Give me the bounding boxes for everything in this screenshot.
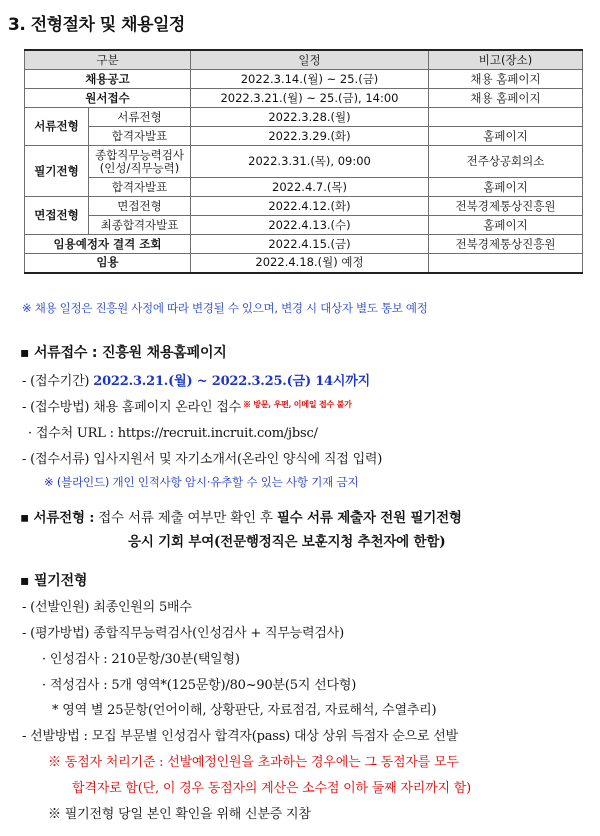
table-row	[25, 146, 583, 178]
header-schedule: 일정	[191, 50, 429, 70]
row-note: 홈페이지	[429, 178, 583, 197]
row-date: 2022.4.18.(월) 예정	[191, 254, 429, 273]
row-category: 원서접수	[25, 89, 191, 108]
row-group: 필기전형	[25, 146, 89, 197]
section-application-heading: ▪ 서류접수 : 진흥원 채용홈페이지	[20, 345, 227, 361]
table-header-row	[25, 50, 583, 70]
row-date: 2022.4.7.(목)	[191, 178, 429, 197]
row-date: 2022.3.14.(월) ~ 25.(금)	[191, 70, 429, 89]
header-category: 구분	[25, 50, 191, 70]
row-date: 2022.3.31.(목), 09:00	[191, 146, 429, 178]
row-note: 전북경제통상진흥원	[429, 197, 583, 216]
row-sub: 서류전형	[89, 108, 191, 127]
row-sub: 최종합격자발표	[89, 216, 191, 235]
row-date: 2022.3.28.(월)	[191, 108, 429, 127]
aptitude-test: · 적성검사 : 5개 영역*(125문항)/80~90분(5지 선다형)	[42, 678, 357, 693]
blind-notice: ※ (블라인드) 개인 인적사항 암시·유추할 수 있는 사항 기재 금지	[44, 475, 359, 489]
application-period	[22, 370, 370, 389]
row-note: 전북경제통상진흥원	[429, 235, 583, 254]
table-row	[25, 178, 583, 197]
row-note	[429, 108, 583, 127]
row-sub: 종합직무능력검사 (인성/직무능력)	[89, 146, 191, 178]
id-card-notice: ※ 필기전형 당일 본인 확인을 위해 신분증 지참	[48, 807, 311, 822]
application-period-label: - (접수기간)	[22, 374, 94, 389]
row-category: 채용공고	[25, 70, 191, 89]
row-category: 임용	[25, 254, 191, 273]
application-method	[22, 396, 352, 415]
row-note: 채용 홈페이지	[429, 70, 583, 89]
section-written-test-heading: ▪ 필기전형	[20, 573, 88, 589]
row-note: 홈페이지	[429, 127, 583, 146]
row-note: 전주상공회의소	[429, 146, 583, 178]
document-screening-text-2: 응시 기회 부여(전문행정직은 보훈지청 추천자에 한함)	[128, 534, 446, 550]
row-date: 2022.4.13.(수)	[191, 216, 429, 235]
table-row	[25, 216, 583, 235]
row-group: 서류전형	[25, 108, 89, 146]
table-row	[25, 254, 583, 273]
table-row	[25, 197, 583, 216]
table-row	[25, 127, 583, 146]
row-date: 2022.4.12.(화)	[191, 197, 429, 216]
written-test-method: - (평가방법) 종합직무능력검사(인성검사 + 직무능력검사)	[22, 626, 344, 641]
row-date: 2022.3.29.(화)	[191, 127, 429, 146]
application-period-value: 2022.3.21.(월) ~ 2022.3.25.(금) 14시까지	[93, 374, 370, 389]
row-note: 홈페이지	[429, 216, 583, 235]
table-row	[25, 108, 583, 127]
application-method-label: - (접수방법) 채용 홈페이지 온라인 접수	[22, 400, 241, 415]
selection-method: - 선발방법 : 모집 부문별 인성검사 합격자(pass) 대상 상위 득점자 순으로 선발	[22, 729, 459, 744]
tie-break-rule: ※ 동점자 처리기준 : 선발예정인원을 초과하는 경우에는 그 동점자를 모두	[48, 755, 459, 770]
tie-break-rule-2: 합격자로 함(단, 이 경우 동점자의 계산은 소수점 이하 둘째 자리까지 함)	[72, 781, 472, 796]
row-sub: 합격자발표	[89, 127, 191, 146]
document-screening-text: 접수 서류 제출 여부만 확인 후	[94, 510, 277, 526]
application-url: · 접수처 URL : https://recruit.incruit.com/jbsc/	[28, 426, 318, 441]
personality-test: · 인성검사 : 210문항/30분(택일형)	[42, 652, 240, 667]
row-group: 면접전형	[25, 197, 89, 235]
header-note: 비고(장소)	[429, 50, 583, 70]
row-sub: 면접전형	[89, 197, 191, 216]
table-row	[25, 89, 583, 108]
table-row	[25, 235, 583, 254]
row-sub: 합격자발표	[89, 178, 191, 197]
row-note: 채용 홈페이지	[429, 89, 583, 108]
table-footnote: ※ 채용 일정은 진흥원 사정에 따라 변경될 수 있으며, 변경 시 대상자 별도 통보 예정	[22, 301, 428, 315]
section-document-screening	[20, 506, 462, 526]
row-date: 2022.3.21.(월) ~ 25.(금), 14:00	[191, 89, 429, 108]
row-date: 2022.4.15.(금)	[191, 235, 429, 254]
aptitude-areas: * 영역 별 25문항(언어이해, 상황판단, 자료점검, 자료해석, 수열추리)	[52, 703, 437, 718]
application-method-note: ※ 방문, 우편, 이메일 접수 불가	[242, 399, 352, 409]
written-test-selection-count: - (선발인원) 최종인원의 5배수	[22, 600, 192, 615]
section-title: 3. 전형절차 및 채용일정	[8, 15, 185, 35]
document-screening-text-bold: 필수 서류 제출자 전원 필기전형	[276, 510, 462, 526]
application-documents: - (접수서류) 입사지원서 및 자기소개서(온라인 양식에 직접 입력)	[22, 452, 383, 467]
row-category: 임용예정자 결격 조회	[25, 235, 191, 254]
schedule-table	[24, 49, 583, 274]
table-row	[25, 70, 583, 89]
row-note	[429, 254, 583, 273]
document-screening-heading: ▪ 서류전형 :	[20, 510, 95, 526]
